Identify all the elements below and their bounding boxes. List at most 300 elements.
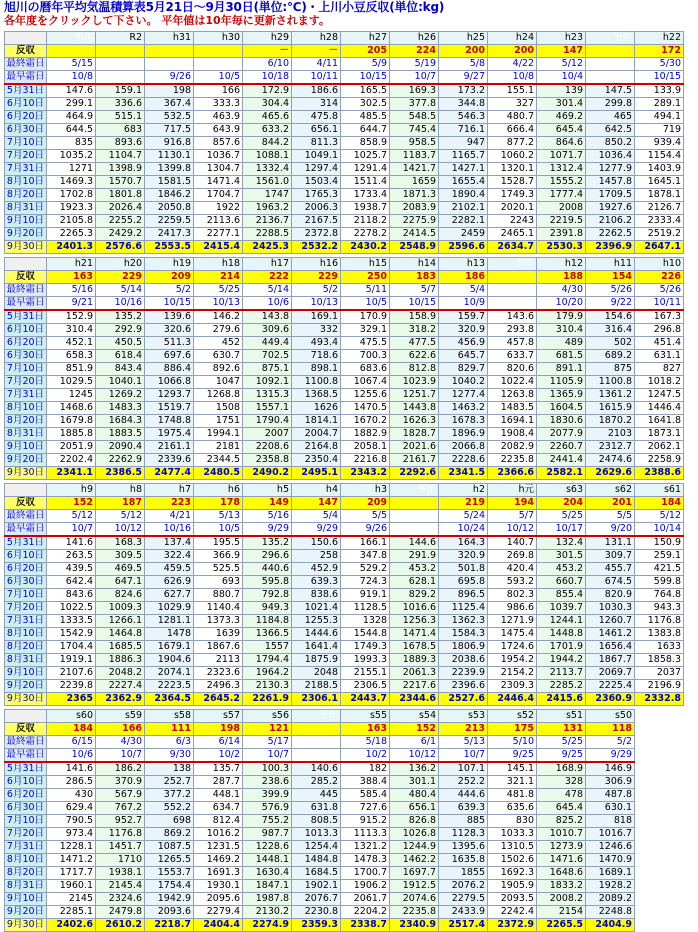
value-cell: 309.6 <box>243 324 292 337</box>
value-cell: 377.8 <box>390 98 439 111</box>
year-link[interactable]: h13 <box>439 258 488 271</box>
date-row <box>5 789 635 802</box>
yield-cell: 214 <box>194 271 243 284</box>
last-frost-cell: 4/22 <box>488 58 537 71</box>
value-cell: 1704.7 <box>194 189 243 202</box>
value-cell: 2262.5 <box>586 228 635 241</box>
date-row <box>5 667 684 680</box>
final-total-row <box>5 693 684 706</box>
year-link[interactable]: s63 <box>537 484 586 497</box>
yield-row <box>5 723 635 736</box>
yield-cell: 118 <box>586 723 635 736</box>
value-cell: 869.2 <box>145 828 194 841</box>
value-cell: 1125.4 <box>439 602 488 615</box>
year-link[interactable]: h12 <box>537 258 586 271</box>
value-cell: 1448.1 <box>243 854 292 867</box>
value-cell: 532.5 <box>145 111 194 124</box>
value-cell: 141.6 <box>47 536 96 550</box>
value-cell: 302.5 <box>341 98 390 111</box>
value-cell: 1021.4 <box>292 602 341 615</box>
value-cell: 829.2 <box>390 589 439 602</box>
first-frost-cell: 10/2 <box>194 749 243 763</box>
value-cell: 1885.8 <box>47 428 96 441</box>
first-frost-label: 最早霜日 <box>6 71 45 82</box>
value-cell: 299.8 <box>586 98 635 111</box>
year-link[interactable]: h11 <box>586 258 635 271</box>
value-cell: 1087.5 <box>145 841 194 854</box>
data-table-block <box>4 709 635 932</box>
year-link[interactable]: h21 <box>47 258 96 271</box>
value-cell: 2050.8 <box>145 202 194 215</box>
first-frost-cell: 10/16 <box>145 523 194 537</box>
value-cell: 2136.7 <box>243 215 292 228</box>
value-cell: 622.6 <box>390 350 439 363</box>
year-link[interactable]: h23 <box>537 32 586 45</box>
value-cell: 1942.9 <box>145 893 194 906</box>
value-cell: 1483.3 <box>96 402 145 415</box>
year-link[interactable]: h19 <box>145 258 194 271</box>
value-cell: 2161.7 <box>390 454 439 467</box>
value-cell: 1883.5 <box>96 428 145 441</box>
value-cell: 1022.4 <box>488 376 537 389</box>
value-cell: 481.8 <box>488 789 537 802</box>
value-cell: 1889.3 <box>390 654 439 667</box>
year-link[interactable]: R2 <box>96 32 145 45</box>
value-cell: 1009.3 <box>96 602 145 615</box>
yield-cell: － <box>292 45 341 58</box>
value-cell: 2391.8 <box>537 228 586 241</box>
value-cell: 1176.8 <box>635 615 684 628</box>
year-link[interactable]: h18 <box>194 258 243 271</box>
year-link[interactable]: h15 <box>341 258 390 271</box>
value-cell: 502 <box>586 337 635 350</box>
value-cell: 626.9 <box>145 576 194 589</box>
date-label: 8月10日 <box>5 176 47 189</box>
date-row <box>5 215 684 228</box>
date-label: 7月31日 <box>5 163 47 176</box>
yield-cell: 175 <box>488 723 537 736</box>
value-cell: 1365.9 <box>537 389 586 402</box>
value-cell: 1814.1 <box>292 415 341 428</box>
yield-cell: 183 <box>390 271 439 284</box>
value-cell: 1060.2 <box>488 150 537 163</box>
value-cell: 2038.6 <box>439 654 488 667</box>
value-cell: 1904.6 <box>145 654 194 667</box>
value-cell: 1964.2 <box>243 667 292 680</box>
value-cell: 1030.3 <box>586 602 635 615</box>
value-cell: 630.7 <box>194 350 243 363</box>
value-cell: 2083.9 <box>390 202 439 215</box>
value-cell: 182 <box>341 762 390 776</box>
date-label: 6月10日 <box>5 550 47 563</box>
value-cell: 1701.9 <box>537 641 586 654</box>
value-cell: 137.4 <box>145 536 194 550</box>
value-cell: 1749.3 <box>341 641 390 654</box>
value-cell: 453.2 <box>390 563 439 576</box>
value-cell: 1361.2 <box>586 389 635 402</box>
year-link[interactable]: h17 <box>243 258 292 271</box>
value-cell: 1944.2 <box>537 654 586 667</box>
last-frost-cell: 5/11 <box>341 284 390 297</box>
value-cell: 2074.1 <box>145 667 194 680</box>
year-link[interactable]: h28 <box>292 32 341 45</box>
value-cell: 1040.2 <box>439 376 488 389</box>
value-cell: 301.4 <box>537 98 586 111</box>
value-cell: 2090.4 <box>96 441 145 454</box>
year-link[interactable]: s51 <box>537 710 586 723</box>
final-total-cell: 2218.7 <box>145 919 194 932</box>
value-cell: 1256.3 <box>390 615 439 628</box>
value-cell: 2181 <box>194 441 243 454</box>
value-cell: 501.8 <box>439 563 488 576</box>
value-cell: 2118.2 <box>341 215 390 228</box>
value-cell: 633.2 <box>243 124 292 137</box>
value-cell: 465 <box>586 111 635 124</box>
value-cell: 1281.1 <box>145 615 194 628</box>
year-link[interactable]: h30 <box>194 32 243 45</box>
value-cell: 2008.2 <box>537 893 586 906</box>
value-cell: 1724.6 <box>488 641 537 654</box>
year-link[interactable]: s61 <box>635 484 684 497</box>
date-label: 9月20日 <box>5 454 47 467</box>
value-cell: 850.2 <box>586 137 635 150</box>
first-frost-cell: 10/13 <box>292 297 341 311</box>
value-cell: 2051.9 <box>47 441 96 454</box>
value-cell: 1312.4 <box>537 163 586 176</box>
value-cell: 2262.9 <box>96 454 145 467</box>
last-frost-cell: 5/26 <box>635 284 684 297</box>
value-cell: 1692.3 <box>488 867 537 880</box>
year-link[interactable]: s53 <box>439 710 488 723</box>
average-year-link[interactable]: 平年 <box>292 710 341 723</box>
value-cell: 1273.9 <box>537 841 586 854</box>
value-cell: 366.9 <box>194 550 243 563</box>
value-cell: 529.2 <box>341 563 390 576</box>
year-link[interactable]: s52 <box>488 710 537 723</box>
date-label: 7月10日 <box>5 815 47 828</box>
value-cell: 880.7 <box>194 589 243 602</box>
year-link[interactable]: h25 <box>439 32 488 45</box>
year-link[interactable]: h8 <box>96 484 145 497</box>
final-total-cell: 2360.9 <box>586 693 635 706</box>
value-cell: 1670.2 <box>341 415 390 428</box>
value-cell: 1071.7 <box>537 150 586 163</box>
year-link[interactable]: h5 <box>243 484 292 497</box>
value-cell: 2161.1 <box>145 441 194 454</box>
value-cell: 645.4 <box>537 124 586 137</box>
first-frost-cell: 10/4 <box>537 71 586 85</box>
first-frost-row <box>5 71 684 85</box>
value-cell: 1251.7 <box>390 389 439 402</box>
value-cell: 1954.2 <box>488 654 537 667</box>
first-frost-cell: 10/7 <box>96 749 145 763</box>
first-frost-cell: 10/7 <box>47 523 96 537</box>
year-link[interactable]: s57 <box>194 710 243 723</box>
date-label: 6月20日 <box>5 111 47 124</box>
first-frost-cell: 10/2 <box>341 749 390 763</box>
value-cell: 1655.4 <box>439 176 488 189</box>
value-cell: 724.3 <box>341 576 390 589</box>
value-cell: 1561.0 <box>243 176 292 189</box>
year-link[interactable]: h26 <box>390 32 439 45</box>
value-cell: 2037 <box>635 667 684 680</box>
page-subtitle: 各年度をクリックして下さい。 平年値は10年毎に更新されます。 <box>4 14 330 27</box>
value-cell: 826.8 <box>390 815 439 828</box>
first-frost-cell: 10/12 <box>488 523 537 537</box>
value-cell: 2130.3 <box>243 680 292 693</box>
value-cell: 844.2 <box>243 137 292 150</box>
value-cell: 464.9 <box>47 111 96 124</box>
year-link[interactable]: h14 <box>390 258 439 271</box>
value-cell: 818 <box>586 815 635 828</box>
first-frost-cell: 9/29 <box>243 523 292 537</box>
final-total-cell: 2404.9 <box>586 919 635 932</box>
value-cell: 2048.2 <box>96 667 145 680</box>
yield-cell: 163 <box>341 723 390 736</box>
value-cell: 1570.7 <box>96 176 145 189</box>
last-frost-cell: 5/4 <box>439 284 488 297</box>
value-cell: 647.1 <box>96 576 145 589</box>
final-total-cell: 2292.6 <box>390 467 439 480</box>
yield-cell: 186 <box>439 271 488 284</box>
year-link[interactable]: h6 <box>194 484 243 497</box>
year-link[interactable]: s60 <box>47 710 96 723</box>
year-link[interactable]: h3 <box>341 484 390 497</box>
year-link[interactable]: s55 <box>341 710 390 723</box>
value-cell: 1471.6 <box>537 854 586 867</box>
last-frost-cell: 5/25 <box>194 284 243 297</box>
value-cell: 2204.2 <box>341 906 390 919</box>
value-cell: 630.1 <box>586 802 635 815</box>
value-cell: 2243 <box>488 215 537 228</box>
value-cell: 154.6 <box>586 310 635 324</box>
date-label: 6月30日 <box>5 576 47 589</box>
value-cell: 320.9 <box>439 324 488 337</box>
date-row <box>5 189 684 202</box>
final-total-cell: 2530.3 <box>537 241 586 254</box>
final-total-cell: 2404.4 <box>194 919 243 932</box>
value-cell: 150.6 <box>292 536 341 550</box>
yield-cell: 223 <box>145 497 194 510</box>
first-frost-row <box>5 523 684 537</box>
value-cell: 645.7 <box>439 350 488 363</box>
average-year-link[interactable]: 平年 <box>47 32 96 45</box>
final-total-cell: 2480.5 <box>194 467 243 480</box>
year-link[interactable]: s62 <box>586 484 635 497</box>
value-cell: 1615.9 <box>586 402 635 415</box>
value-cell: 2061.7 <box>341 893 390 906</box>
year-header-row <box>5 258 684 271</box>
value-cell: 1366.5 <box>243 628 292 641</box>
value-cell: 2333.4 <box>635 215 684 228</box>
date-label: 9月30日 <box>5 693 47 706</box>
average-year-link[interactable]: 平年 <box>390 484 439 497</box>
value-cell: 2103 <box>586 428 635 441</box>
year-link[interactable]: s58 <box>145 710 194 723</box>
first-frost-cell: 10/14 <box>635 523 684 537</box>
value-cell: 1930.1 <box>194 880 243 893</box>
average-year-link[interactable]: 平年 <box>586 32 635 45</box>
year-link[interactable]: h20 <box>96 258 145 271</box>
final-total-cell: 2495.1 <box>292 467 341 480</box>
value-cell: 1395.6 <box>439 841 488 854</box>
date-row <box>5 854 635 867</box>
value-cell: 952.7 <box>96 815 145 828</box>
value-cell: 1871.3 <box>390 189 439 202</box>
value-cell: 1478.3 <box>341 854 390 867</box>
value-cell: 1266.1 <box>96 615 145 628</box>
date-label: 8月31日 <box>5 428 47 441</box>
final-total-cell: 2553.5 <box>145 241 194 254</box>
value-cell: 1297.4 <box>292 163 341 176</box>
value-cell: 2433.9 <box>439 906 488 919</box>
value-cell: 1067.4 <box>341 376 390 389</box>
value-cell: 1912.5 <box>390 880 439 893</box>
value-cell: 666.4 <box>488 124 537 137</box>
year-link[interactable]: h24 <box>488 32 537 45</box>
value-cell: 1464.8 <box>96 628 145 641</box>
value-cell: 321.1 <box>488 776 537 789</box>
average-year-link[interactable]: 平年 <box>488 258 537 271</box>
value-cell: 320.9 <box>439 550 488 563</box>
value-cell: 1630.4 <box>243 867 292 880</box>
year-link[interactable]: h29 <box>243 32 292 45</box>
first-frost-cell: 10/6 <box>243 297 292 311</box>
value-cell: 886.4 <box>145 363 194 376</box>
value-cell: 2235.8 <box>488 454 537 467</box>
year-link[interactable]: h27 <box>341 32 390 45</box>
last-frost-cell: 5/5 <box>586 510 635 523</box>
value-cell: 2265.3 <box>47 228 96 241</box>
year-link[interactable]: h16 <box>292 258 341 271</box>
value-cell: 939.4 <box>635 137 684 150</box>
value-cell: 1502.6 <box>488 854 537 867</box>
value-cell: 1471.2 <box>47 854 96 867</box>
value-cell: 1806.9 <box>439 641 488 654</box>
date-label: 7月31日 <box>5 389 47 402</box>
year-link[interactable]: s50 <box>586 710 635 723</box>
value-cell: 1483.5 <box>488 402 537 415</box>
year-link[interactable]: h31 <box>145 32 194 45</box>
year-link[interactable]: h2 <box>439 484 488 497</box>
value-cell: 370.9 <box>96 776 145 789</box>
value-cell: 2004.7 <box>292 428 341 441</box>
yield-cell: 184 <box>635 497 684 510</box>
value-cell: 1963.2 <box>243 202 292 215</box>
value-cell: 1867.7 <box>586 654 635 667</box>
value-cell: 2324.6 <box>96 893 145 906</box>
date-label: 6月30日 <box>5 802 47 815</box>
value-cell: 132.4 <box>537 536 586 550</box>
yield-cell: 152 <box>47 497 96 510</box>
year-link[interactable]: h4 <box>292 484 341 497</box>
year-link[interactable]: h7 <box>145 484 194 497</box>
date-label: 8月31日 <box>5 202 47 215</box>
value-cell: 1468.6 <box>47 402 96 415</box>
value-cell: 133.9 <box>635 84 684 98</box>
last-frost-cell: 5/7 <box>488 510 537 523</box>
value-cell: 2076.7 <box>292 893 341 906</box>
value-cell: 258 <box>292 550 341 563</box>
value-cell: 143.8 <box>243 310 292 324</box>
value-cell: 147.5 <box>586 84 635 98</box>
year-link[interactable]: h10 <box>635 258 684 271</box>
last-frost-cell: 5/19 <box>390 58 439 71</box>
year-link[interactable]: s54 <box>390 710 439 723</box>
value-cell: 635.6 <box>488 802 537 815</box>
last-frost-cell: 5/13 <box>439 736 488 749</box>
value-cell: 2093.5 <box>488 893 537 906</box>
yield-cell: 152 <box>390 723 439 736</box>
final-total-cell: 2634.7 <box>488 241 537 254</box>
year-link[interactable]: s59 <box>96 710 145 723</box>
date-label: 8月10日 <box>5 854 47 867</box>
value-cell: 1697.7 <box>390 867 439 880</box>
value-cell: 135.2 <box>243 536 292 550</box>
value-cell: 2008 <box>537 202 586 215</box>
value-cell: 820.9 <box>586 589 635 602</box>
value-cell: 1902.1 <box>292 880 341 893</box>
value-cell: 179.9 <box>537 310 586 324</box>
date-row <box>5 324 684 337</box>
date-label: 9月10日 <box>5 441 47 454</box>
value-cell: 448.1 <box>194 789 243 802</box>
yield-cell <box>47 45 96 58</box>
value-cell: 893.6 <box>96 137 145 150</box>
value-cell: 2239.9 <box>439 667 488 680</box>
last-frost-cell: 5/12 <box>96 510 145 523</box>
value-cell: 802.3 <box>488 589 537 602</box>
final-total-cell: 2372.9 <box>488 919 537 932</box>
value-cell: 2089.2 <box>586 893 635 906</box>
value-cell: 1528.7 <box>488 176 537 189</box>
date-label: 9月20日 <box>5 228 47 241</box>
date-row <box>5 163 684 176</box>
value-cell: 296.8 <box>635 324 684 337</box>
value-cell: 1277.9 <box>586 163 635 176</box>
date-label: 9月10日 <box>5 893 47 906</box>
last-frost-cell: 5/18 <box>341 736 390 749</box>
value-cell: 168.3 <box>96 536 145 550</box>
final-total-cell: 2343.2 <box>341 467 390 480</box>
first-frost-cell: 9/30 <box>145 749 194 763</box>
value-cell: 140.6 <box>292 762 341 776</box>
value-cell: 2479.8 <box>96 906 145 919</box>
value-cell: 1557.1 <box>243 402 292 415</box>
date-row <box>5 84 684 98</box>
last-frost-cell: 5/30 <box>635 58 684 71</box>
year-link[interactable]: h9 <box>47 484 96 497</box>
value-cell: 167.3 <box>635 310 684 324</box>
date-row <box>5 641 684 654</box>
year-link[interactable]: h22 <box>635 32 684 45</box>
value-cell: 987.7 <box>243 828 292 841</box>
value-cell: 546.3 <box>439 111 488 124</box>
last-frost-cell: 5/12 <box>635 510 684 523</box>
value-cell: 1645.1 <box>635 176 684 189</box>
value-cell: 455.7 <box>586 563 635 576</box>
yield-cell: 194 <box>488 497 537 510</box>
year-link[interactable]: h元 <box>488 484 537 497</box>
last-frost-cell: 5/24 <box>439 510 488 523</box>
value-cell: 485.5 <box>341 111 390 124</box>
first-frost-cell: 10/11 <box>635 297 684 311</box>
value-cell: 1922 <box>194 202 243 215</box>
value-cell: 478 <box>537 789 586 802</box>
value-cell: 100.3 <box>243 762 292 776</box>
value-cell: 875.1 <box>243 363 292 376</box>
year-link[interactable]: s56 <box>243 710 292 723</box>
